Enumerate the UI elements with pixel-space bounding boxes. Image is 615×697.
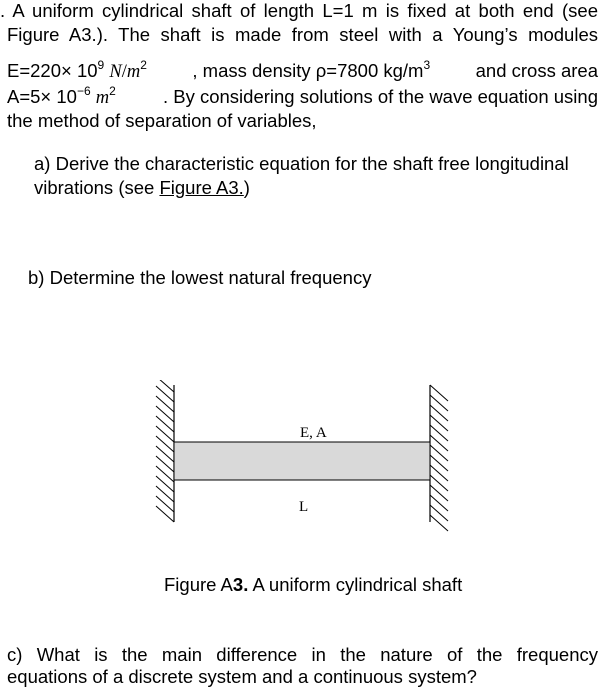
cross-area-label: and cross area [475, 60, 598, 81]
left-wall-hatching [156, 380, 174, 522]
cross-area-value: $A=5\times 10^{-6}$ $m^2$ [7, 83, 116, 108]
label-l: L [299, 499, 309, 515]
mass-density: , mass density ρ=7800 $kg/m^3$ [192, 57, 431, 81]
youngs-modulus: $E=220\times 10^9$ $N/m^2$ [7, 57, 147, 82]
problem-line-3 [7, 57, 598, 83]
problem-line-4 [7, 83, 598, 109]
shaft-figure [150, 380, 470, 540]
figure-caption: Figure A3. A uniform cylindrical shaft [164, 574, 463, 595]
problem-line-5: the method of separation of variables, [7, 110, 317, 131]
part-c-line-2: equations of a discrete system and a continuous system? [7, 666, 477, 687]
problem-line-4-tail: . By considering solutions of the wave equation using [162, 86, 598, 107]
label-e-a: E, A [300, 425, 327, 441]
problem-line-1 [0, 0, 598, 22]
part-a-line-2: vibrations (see Figure A3.) [34, 177, 250, 198]
shaft-diagram [150, 380, 470, 540]
problem-number-marker: . [0, 0, 6, 21]
part-a-line-1: a) Derive the characteristic equation for the shaft free longitudinal [34, 153, 569, 174]
shaft-bar [174, 442, 430, 480]
right-wall-hatching [430, 385, 448, 531]
problem-intro-2: Figure A3.). The shaft is made from steel with a Young’s modules [7, 24, 598, 45]
part-b: b) Determine the lowest natural frequency [28, 267, 372, 288]
problem-line-2 [7, 24, 598, 46]
problem-intro-1: A uniform cylindrical shaft of length L=1 m is fixed at both end (see [12, 0, 598, 21]
figure-a3-link[interactable]: Figure A3. [159, 177, 244, 198]
part-c-line-1: c) What is the main difference in the nature of the frequency [7, 644, 598, 665]
